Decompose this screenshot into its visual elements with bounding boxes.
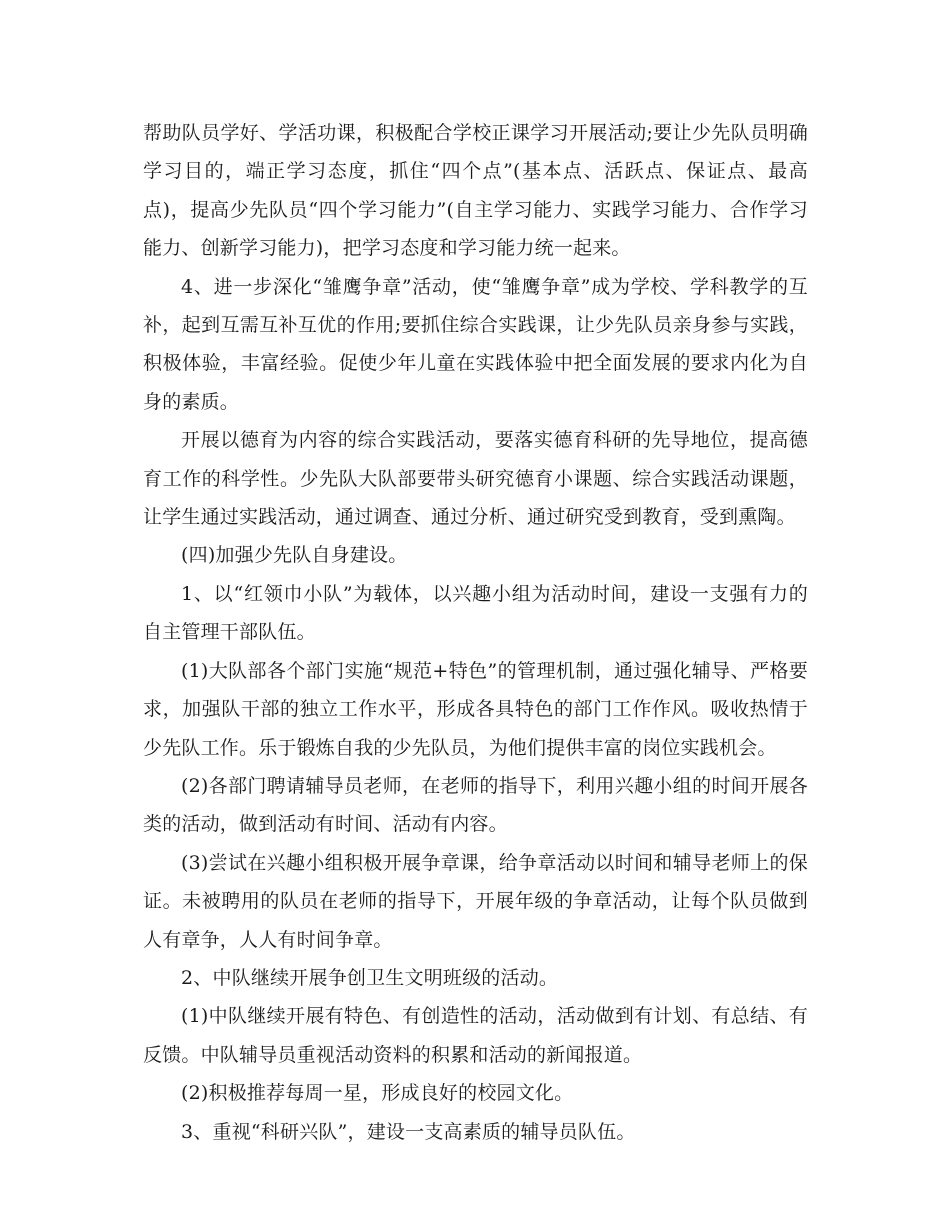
paragraph-research-team: 3、重视“科研兴队”，建设一支高素质的辅导员队伍。 bbox=[181, 1120, 636, 1143]
paragraph-squadron-item-1: (1)中队继续开展有特色、有创造性的活动，活动做到有计划、有总结、有反馈。中队辅导员重视活动资料的积累和活动的新闻报道。 bbox=[143, 1005, 808, 1066]
section-heading-self-building: (四)加强少先队自身建设。 bbox=[181, 544, 408, 567]
paragraph-eagle-badge: 4、进一步深化“雏鹰争章”活动，使“雏鹰争章”成为学校、学科教学的互补，起到互需互补互优的作用;要抓住综合实践课，让少先队员亲身参与实践，积极体验，丰富经验。促使少年儿童在实践体验中把全面发展的要求内化为自身的素质。 bbox=[143, 275, 808, 413]
paragraph-red-scarf-team: 1、以“红领巾小队”为载体，以兴趣小组为活动时间，建设一支强有力的自主管理干部队伍。 bbox=[143, 582, 808, 644]
paragraph-squadron-activity: 2、中队继续开展争创卫生文明班级的活动。 bbox=[181, 966, 559, 989]
document-body bbox=[143, 114, 808, 1151]
paragraph-moral-practice: 开展以德育为内容的综合实践活动，要落实德育科研的先导地位，提高德育工作的科学性。少先队大队部要带头研究德育小课题、综合实践活动课题，让学生通过实践活动，通过调查、通过分析、通过研究受到教育，受到熏陶。 bbox=[143, 429, 808, 529]
paragraph-item-3: (3)尝试在兴趣小组积极开展争章课，给争章活动以时间和辅导老师上的保证。未被聘用的队员在老师的指导下，开展年级的争章活动，让每个队员做到人有章争，人人有时间争章。 bbox=[143, 851, 808, 951]
paragraph-item-2: (2)各部门聘请辅导员老师，在老师的指导下，利用兴趣小组的时间开展各类的活动，做到活动有时间、活动有内容。 bbox=[143, 774, 808, 836]
paragraph-study-ability: 帮助队员学好、学活功课，积极配合学校正课学习开展活动;要让少先队员明确学习目的，端正学习态度，抓住“四个点”(基本点、活跃点、保证点、最高点)，提高少先队员“四个学习能力”(自主学习能力、实践学习能力、合作学习能力、创新学习能力)，把学习态度和学习能力统一起来。 bbox=[143, 122, 808, 260]
paragraph-item-1: (1)大队部各个部门实施“规范+特色”的管理机制，通过强化辅导、严格要求，加强队干部的独立工作水平，形成各具特色的部门工作作风。吸收热情于少先队工作。乐于锻炼自我的少先队员，为他们提供丰富的岗位实践机会。 bbox=[143, 659, 808, 759]
paragraph-squadron-item-2: (2)积极推荐每周一星，形成良好的校园文化。 bbox=[181, 1082, 574, 1105]
